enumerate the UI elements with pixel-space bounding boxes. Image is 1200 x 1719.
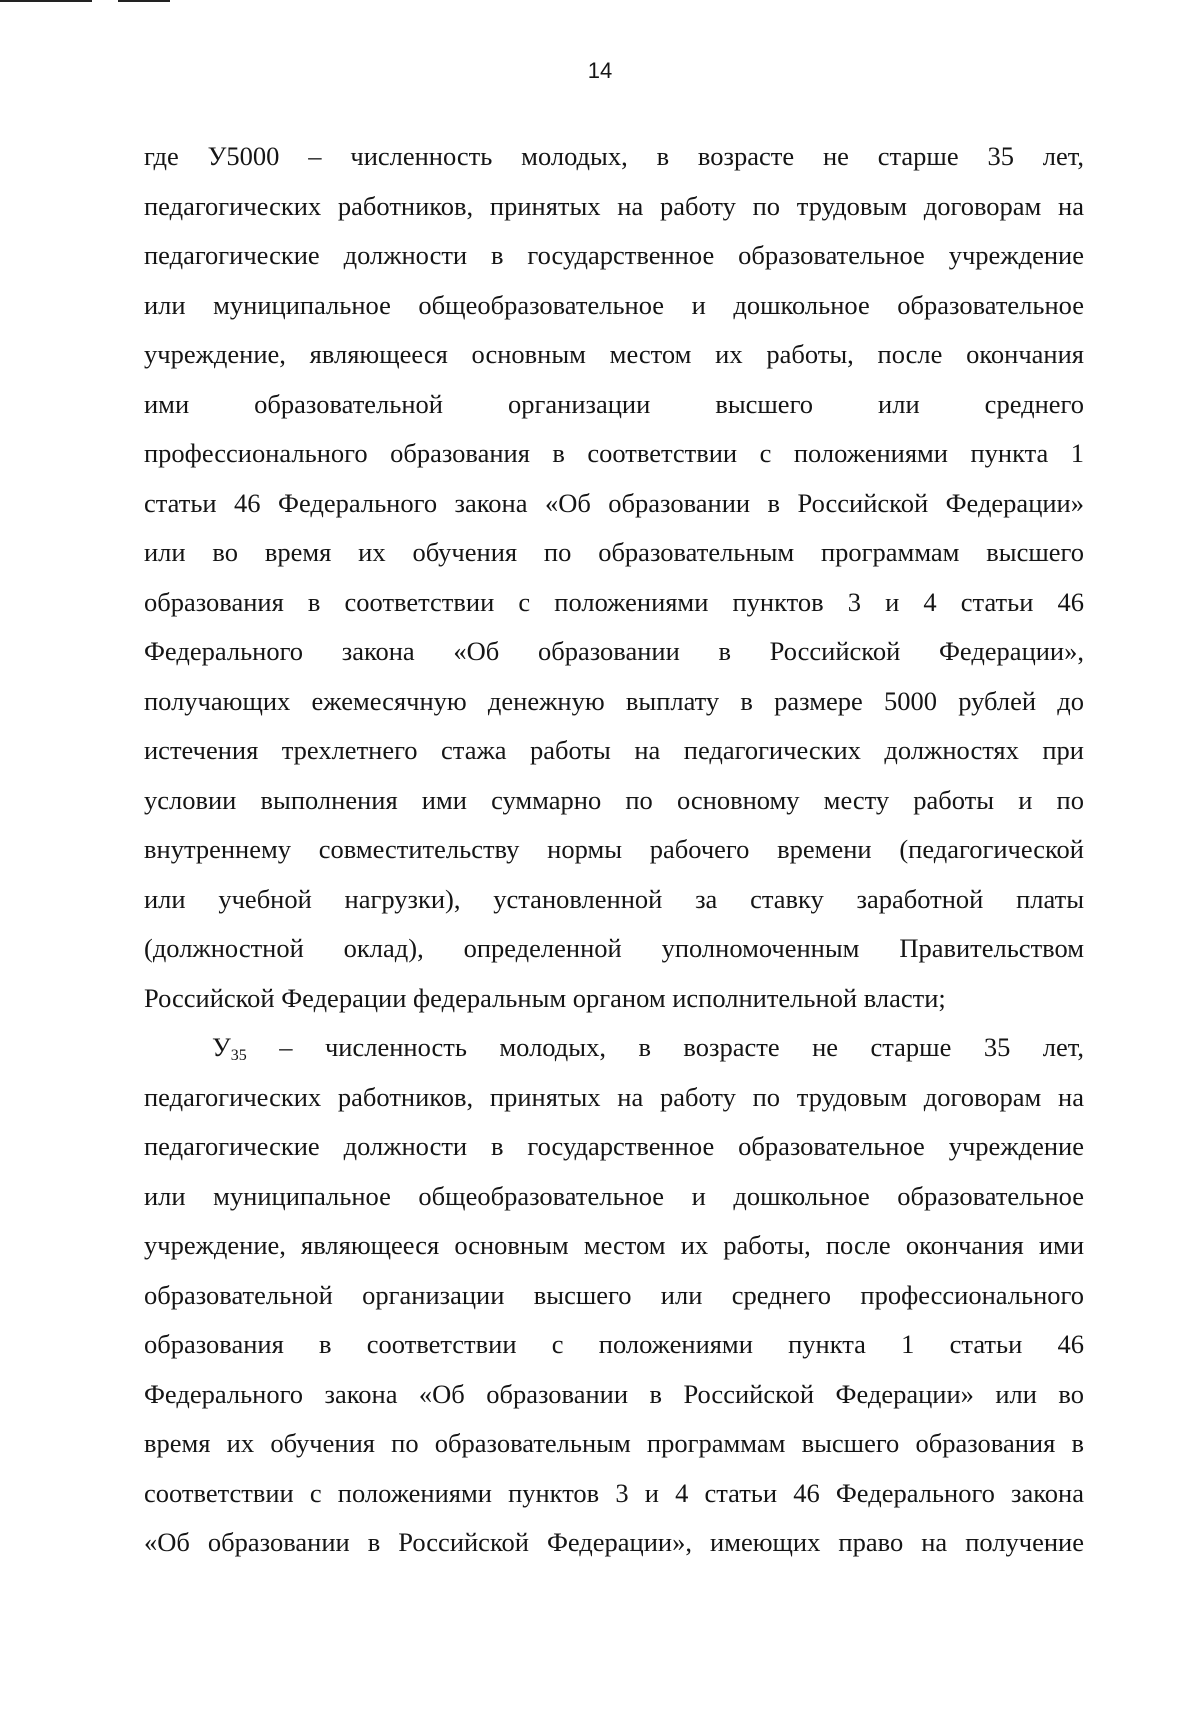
- text-line: или муниципальное общеобразовательное и дошкольное образовательное: [144, 289, 1084, 320]
- text-line: образования в соответствии с положениями пункта 1 статьи 46: [144, 1329, 1084, 1359]
- variable-subscript: 35: [230, 1047, 247, 1064]
- text-line-first: [144, 1023, 1084, 1073]
- text-line: педагогических работников, принятых на работу по трудовым договорам на: [144, 190, 1084, 221]
- text-line: педагогических работников, принятых на работу по трудовым договорам на: [144, 1081, 1084, 1112]
- definition-text: – численность молодых, в возрасте не старше 35 лет,: [279, 1032, 1085, 1062]
- text-line: «Об образовании в Российской Федерации», имеющих право на получение: [144, 1527, 1084, 1557]
- text-line: время их обучения по образовательным программам высшего образования в: [144, 1428, 1084, 1458]
- text-line: условии выполнения ими суммарно по основному месту работы и по: [144, 784, 1084, 815]
- text-line: педагогические должности в государственное образовательное учреждение: [144, 1131, 1084, 1161]
- variable-symbol: У: [212, 1032, 231, 1062]
- text-line: Российской Федерации федеральным органом исполнительной власти;: [144, 982, 946, 1013]
- text-line: (должностной оклад), определенной уполномоченным Правительством: [144, 933, 1084, 963]
- text-line: внутреннему совместительству нормы рабочего времени (педагогической: [144, 834, 1084, 864]
- text-line: ими образовательной организации высшего или среднего: [144, 388, 1084, 419]
- document-body: [144, 132, 1084, 1568]
- text-line: образования в соответствии с положениями пунктов 3 и 4 статьи 46: [144, 586, 1084, 617]
- text-line: Федерального закона «Об образовании в Российской Федерации»,: [144, 636, 1084, 666]
- text-line: где У5000 – численность молодых, в возрасте не старше 35 лет,: [144, 141, 1084, 171]
- text-line: образовательной организации высшего или среднего профессионального: [144, 1279, 1084, 1310]
- text-line: учреждение, являющееся основным местом их работы, после окончания: [144, 339, 1084, 369]
- text-line: или во время их обучения по образовательным программам высшего: [144, 537, 1084, 567]
- text-line: статьи 46 Федерального закона «Об образовании в Российской Федерации»: [144, 487, 1084, 518]
- text-line: получающих ежемесячную денежную выплату в размере 5000 рублей до: [144, 685, 1084, 716]
- paragraph-definition-y35: [144, 1023, 1084, 1568]
- scan-edge-mark-right: [118, 0, 170, 2]
- page-number: 14: [587, 58, 613, 83]
- text-line: или учебной нагрузки), установленной за ставку заработной платы: [144, 883, 1084, 914]
- text-line: учреждение, являющееся основным местом их работы, после окончания ими: [144, 1230, 1084, 1260]
- text-line: соответствии с положениями пунктов 3 и 4 статьи 46 Федерального закона: [144, 1477, 1084, 1508]
- text-line: профессионального образования в соответствии с положениями пункта 1: [144, 438, 1084, 468]
- paragraph-definition-y5000: [144, 132, 1084, 1023]
- scan-edge-mark-left: [0, 0, 92, 2]
- text-line: педагогические должности в государственное образовательное учреждение: [144, 240, 1084, 270]
- text-line: истечения трехлетнего стажа работы на педагогических должностях при: [144, 735, 1084, 765]
- text-line: или муниципальное общеобразовательное и дошкольное образовательное: [144, 1180, 1084, 1211]
- text-line: Федерального закона «Об образовании в Российской Федерации» или во: [144, 1378, 1084, 1409]
